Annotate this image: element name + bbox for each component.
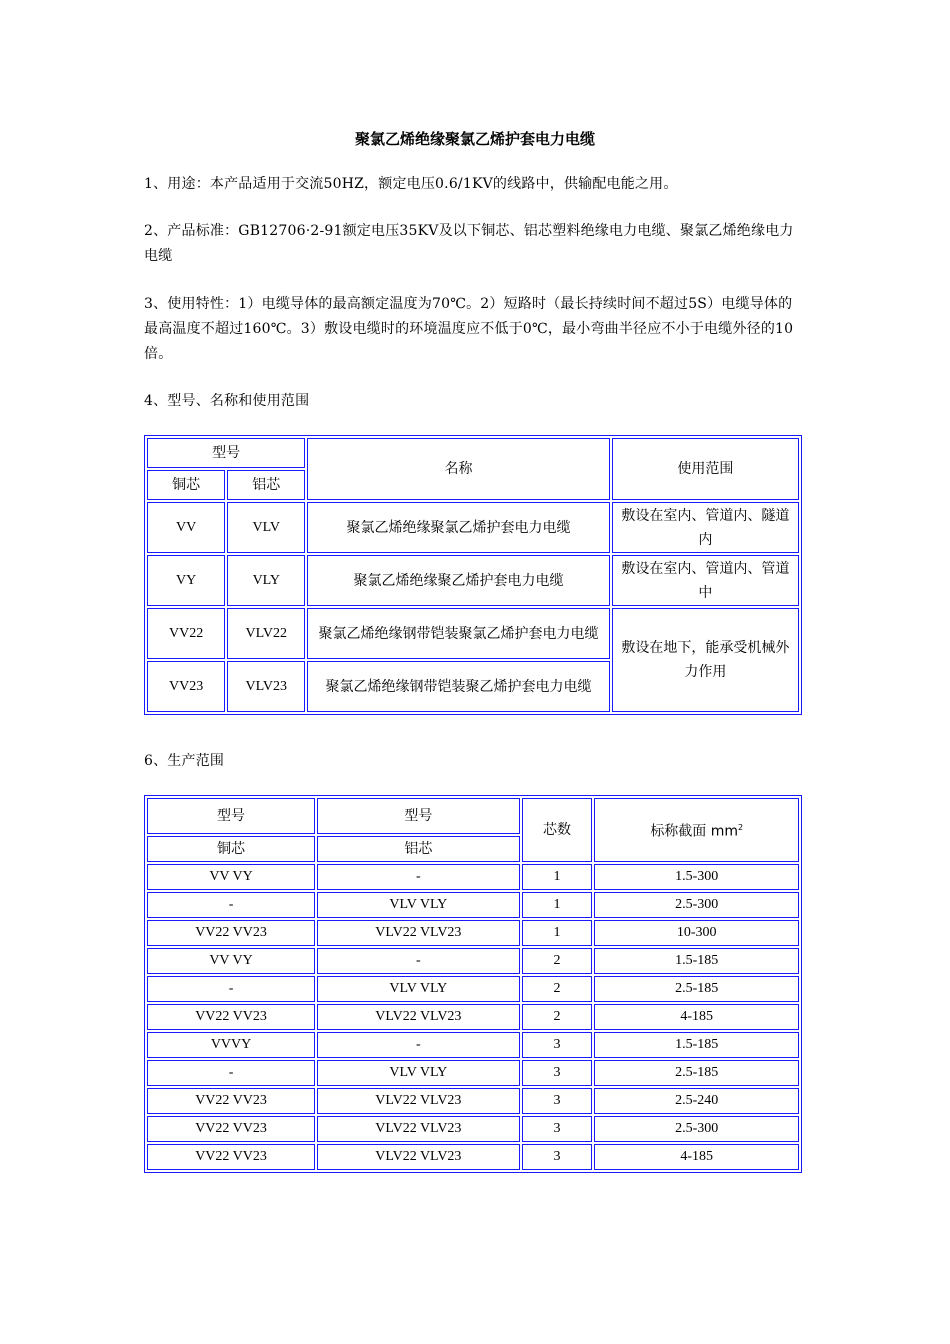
table-row <box>147 1060 799 1086</box>
cell-aluminum: VLV23 <box>227 661 305 712</box>
cell-cores: 3 <box>522 1088 593 1114</box>
cell-cores: 2 <box>522 1004 593 1030</box>
cell-copper: VV22 VV23 <box>147 1116 315 1142</box>
cell-aluminum: - <box>317 948 520 974</box>
cell-copper: VV22 VV23 <box>147 920 315 946</box>
header-aluminum: 铝芯 <box>317 836 520 862</box>
cell-cores: 3 <box>522 1060 593 1086</box>
table-row <box>147 1116 799 1142</box>
cell-copper: VV <box>147 502 225 553</box>
cell-cores: 1 <box>522 920 593 946</box>
cell-name: 聚氯乙烯绝缘钢带铠装聚氯乙烯护套电力电缆 <box>307 608 609 659</box>
table-row <box>147 948 799 974</box>
cell-usage: 敷设在室内、管道内、隧道内 <box>612 502 799 553</box>
cell-copper: - <box>147 892 315 918</box>
header-aluminum: 铝芯 <box>227 470 305 500</box>
cell-usage: 敷设在地下，能承受机械外力作用 <box>612 608 799 712</box>
header-model: 型号 <box>147 438 305 468</box>
cell-section: 1.5-185 <box>594 1032 799 1058</box>
header-model: 型号 <box>317 798 520 834</box>
cell-copper: VVVY <box>147 1032 315 1058</box>
cell-aluminum: VLV22 <box>227 608 305 659</box>
table-row <box>147 502 799 553</box>
header-name: 名称 <box>307 438 609 500</box>
header-copper: 铜芯 <box>147 470 225 500</box>
table-row <box>147 864 799 890</box>
header-section: 标称截面 $mm^2$ <box>594 798 799 862</box>
cell-section: 10-300 <box>594 920 799 946</box>
cell-aluminum: VLV22 VLV23 <box>317 920 520 946</box>
cell-aluminum: - <box>317 864 520 890</box>
cell-section: 2.5-185 <box>594 976 799 1002</box>
cell-name: 聚氯乙烯绝缘钢带铠装聚乙烯护套电力电缆 <box>307 661 609 712</box>
cell-cores: 2 <box>522 948 593 974</box>
paragraph-usage: 1、用途：本产品适用于交流50HZ，额定电压0.6/1KV的线路中，供输配电能之用。 <box>144 176 678 192</box>
table-row <box>147 608 799 659</box>
table-row <box>147 976 799 1002</box>
cell-cores: 1 <box>522 864 593 890</box>
table-row <box>147 555 799 606</box>
section-heading-production: 6、生产范围 <box>144 753 225 769</box>
cell-aluminum: VLV22 VLV23 <box>317 1088 520 1114</box>
cell-aluminum: VLV VLY <box>317 976 520 1002</box>
cell-copper: - <box>147 1060 315 1086</box>
cell-section: 2.5-300 <box>594 892 799 918</box>
cell-cores: 3 <box>522 1144 593 1170</box>
cell-aluminum: VLV22 VLV23 <box>317 1116 520 1142</box>
cell-aluminum: - <box>317 1032 520 1058</box>
cell-usage: 敷设在室内、管道内、管道中 <box>612 555 799 606</box>
section-heading-models: 4、型号、名称和使用范围 <box>144 393 310 409</box>
cell-section: 1.5-300 <box>594 864 799 890</box>
cell-section: 2.5-300 <box>594 1116 799 1142</box>
cell-section: 2.5-240 <box>594 1088 799 1114</box>
cell-copper: VV22 <box>147 608 225 659</box>
cell-copper: - <box>147 976 315 1002</box>
header-copper: 铜芯 <box>147 836 315 862</box>
table-row <box>147 920 799 946</box>
table-row <box>147 1004 799 1030</box>
table-row <box>147 892 799 918</box>
production-range-table <box>144 795 802 1173</box>
paragraph-characteristics: 3、使用特性：1）电缆导体的最高额定温度为70℃。2）短路时（最长持续时间不超过5S）电缆导体的最高温度不超过160℃。3）敷设电缆时的环境温度应不低于0℃，最小弯曲半径应不小于电缆外径的10倍。 <box>144 296 794 362</box>
cell-copper: VY <box>147 555 225 606</box>
header-usage: 使用范围 <box>612 438 799 500</box>
cell-copper: VV VY <box>147 948 315 974</box>
header-model: 型号 <box>147 798 315 834</box>
cell-copper: VV22 VV23 <box>147 1088 315 1114</box>
table-row <box>147 1032 799 1058</box>
cell-name: 聚氯乙烯绝缘聚乙烯护套电力电缆 <box>307 555 609 606</box>
cell-name: 聚氯乙烯绝缘聚氯乙烯护套电力电缆 <box>307 502 609 553</box>
cell-aluminum: VLV <box>227 502 305 553</box>
cell-aluminum: VLV22 VLV23 <box>317 1144 520 1170</box>
cell-section: 4-185 <box>594 1004 799 1030</box>
cell-section: 1.5-185 <box>594 948 799 974</box>
cell-cores: 3 <box>522 1032 593 1058</box>
cell-section: 4-185 <box>594 1144 799 1170</box>
table-row <box>147 1088 799 1114</box>
cell-aluminum: VLV VLY <box>317 892 520 918</box>
paragraph-standard: 2、产品标准：GB12706·2-91额定电压35KV及以下铜芯、铝芯塑料绝缘电力电缆、聚氯乙烯绝缘电力电缆 <box>144 223 794 264</box>
cell-copper: VV22 VV23 <box>147 1004 315 1030</box>
document-title: 聚氯乙烯绝缘聚氯乙烯护套电力电缆 <box>354 130 595 148</box>
cell-cores: 2 <box>522 976 593 1002</box>
cell-cores: 3 <box>522 1116 593 1142</box>
cell-aluminum: VLY <box>227 555 305 606</box>
model-table <box>144 435 802 715</box>
cell-copper: VV22 VV23 <box>147 1144 315 1170</box>
cell-aluminum: VLV22 VLV23 <box>317 1004 520 1030</box>
table-row <box>147 1144 799 1170</box>
cell-copper: VV VY <box>147 864 315 890</box>
cell-aluminum: VLV VLY <box>317 1060 520 1086</box>
cell-section: 2.5-185 <box>594 1060 799 1086</box>
header-cores: 芯数 <box>522 798 593 862</box>
cell-copper: VV23 <box>147 661 225 712</box>
cell-cores: 1 <box>522 892 593 918</box>
